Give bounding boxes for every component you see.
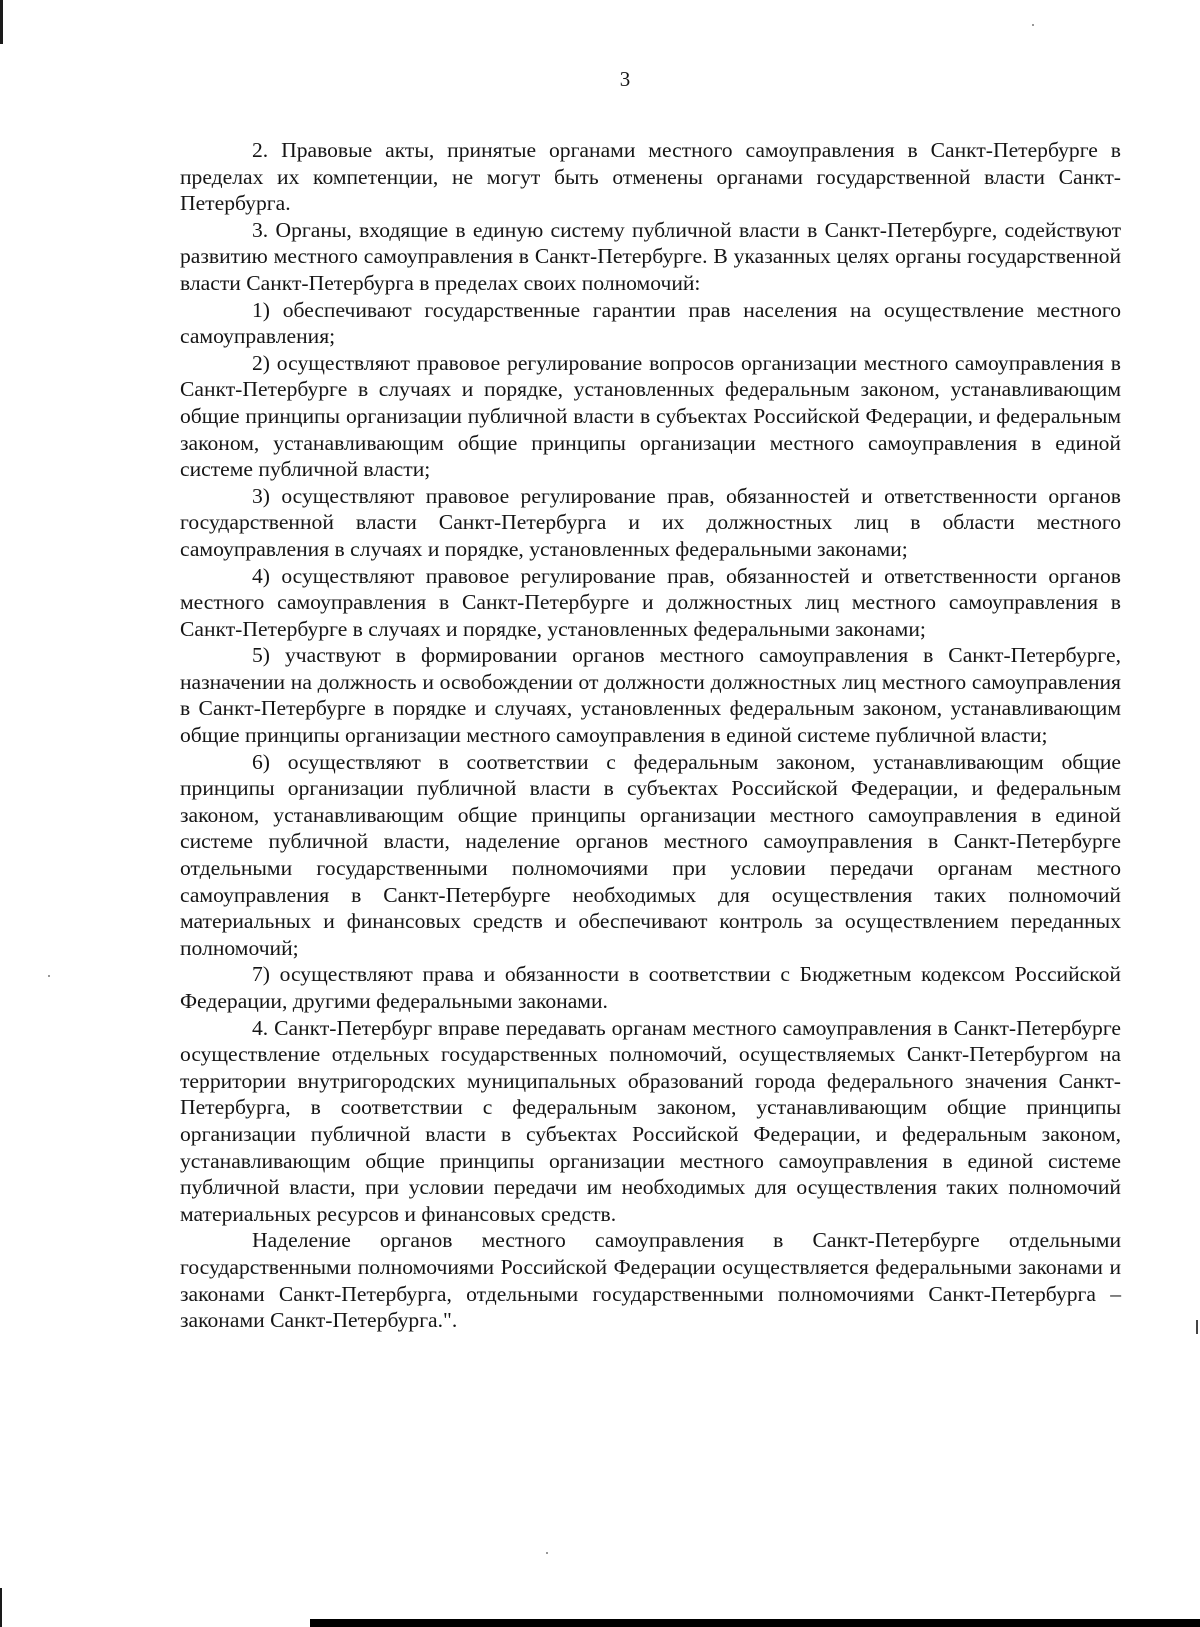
scan-artifact-bottom-bar bbox=[310, 1619, 1200, 1627]
scan-speck bbox=[48, 975, 50, 977]
scan-artifact-left-edge bbox=[0, 0, 3, 44]
document-body bbox=[180, 137, 1121, 1334]
scan-artifact-left-edge-bottom bbox=[0, 1588, 2, 1627]
page-number: 3 bbox=[619, 67, 631, 91]
scan-speck bbox=[546, 1552, 548, 1554]
list-item-5: 5) участвуют в формировании органов местного самоуправления в Санкт-Петербурге, назначении на должность и освобождении от должности должностных лиц местного самоуправления в Санкт-Петербурге в порядке и случаях, установленных федеральным законом, устанавливающим общие принципы организации местного самоуправления в единой системе публичной власти; bbox=[180, 643, 1121, 748]
scan-artifact-right-edge bbox=[1196, 1320, 1198, 1334]
paragraph-3-public-authority: 3. Органы, входящие в единую систему публичной власти в Санкт-Петербурге, содействуют развитию местного самоуправления в Санкт-Петербурге. В указанных целях органы государственной власти Санкт-Петербурга в пределах своих полномочий: bbox=[180, 217, 1121, 295]
list-item-2: 2) осуществляют правовое регулирование вопросов организации местного самоуправления в Санкт-Петербурге в случаях и порядке, установленных федеральным законом, устанавливающим общие принципы организации публичной власти в субъектах Российской Федерации, и федеральным законом, устанавливающим общие принципы организации местного самоуправления в единой системе публичной власти; bbox=[180, 350, 1121, 482]
list-item-3: 3) осуществляют правовое регулирование прав, обязанностей и ответственности органов государственной власти Санкт-Петербурга и их должностных лиц в области местного самоуправления в случаях и порядке, установленных федеральными законами; bbox=[180, 483, 1121, 561]
paragraph-4-delegation: 4. Санкт-Петербург вправе передавать органам местного самоуправления в Санкт-Петербурге осуществление отдельных государственных полномочий, осуществляемых Санкт-Петербургом на территории внутригородских муниципальных образований города федерального значения Санкт-Петербурга, в соответствии с федеральным законом, устанавливающим общие принципы организации публичной власти в субъектах Российской Федерации, и федеральным законом, устанавливающим общие принципы организации местного самоуправления в единой системе публичной власти, при условии передачи им необходимых для осуществления таких полномочий материальных ресурсов и финансовых средств. bbox=[180, 1015, 1121, 1226]
list-item-6: 6) осуществляют в соответствии с федеральным законом, устанавливающим общие принципы организации публичной власти в субъектах Российской Федерации, и федеральным законом, устанавливающим общие принципы организации местного самоуправления в единой системе публичной власти, наделение органов местного самоуправления в Санкт-Петербурге отдельными государственными полномочиями при условии передачи органам местного самоуправления в Санкт-Петербурге необходимых для осуществления таких полномочий материальных и финансовых средств и обеспечивают контроль за осуществлением переданных полномочий; bbox=[180, 749, 1121, 960]
list-item-4: 4) осуществляют правовое регулирование прав, обязанностей и ответственности органов местного самоуправления в Санкт-Петербурге и должностных лиц местного самоуправления в Санкт-Петербурге в случаях и порядке, установленных федеральными законами; bbox=[180, 563, 1121, 641]
list-item-1: 1) обеспечивают государственные гарантии прав населения на осуществление местного самоуправления; bbox=[180, 297, 1121, 349]
list-item-7: 7) осуществляют права и обязанности в соответствии с Бюджетным кодексом Российской Федерации, другими федеральными законами. bbox=[180, 962, 1121, 1013]
paragraph-final-empowerment: Наделение органов местного самоуправления в Санкт-Петербурге отдельными государственными полномочиями Российской Федерации осуществляется федеральными законами и законами Санкт-Петербурга, отдельными государственными полномочиями Санкт-Петербурга – законами Санкт-Петербурга.". bbox=[180, 1228, 1121, 1333]
scan-speck bbox=[1032, 24, 1034, 26]
paragraph-2-legal-acts: 2. Правовые акты, принятые органами местного самоуправления в Санкт-Петербурге в пределах их компетенции, не могут быть отменены органами государственной власти Санкт-Петербурга. bbox=[180, 138, 1121, 216]
